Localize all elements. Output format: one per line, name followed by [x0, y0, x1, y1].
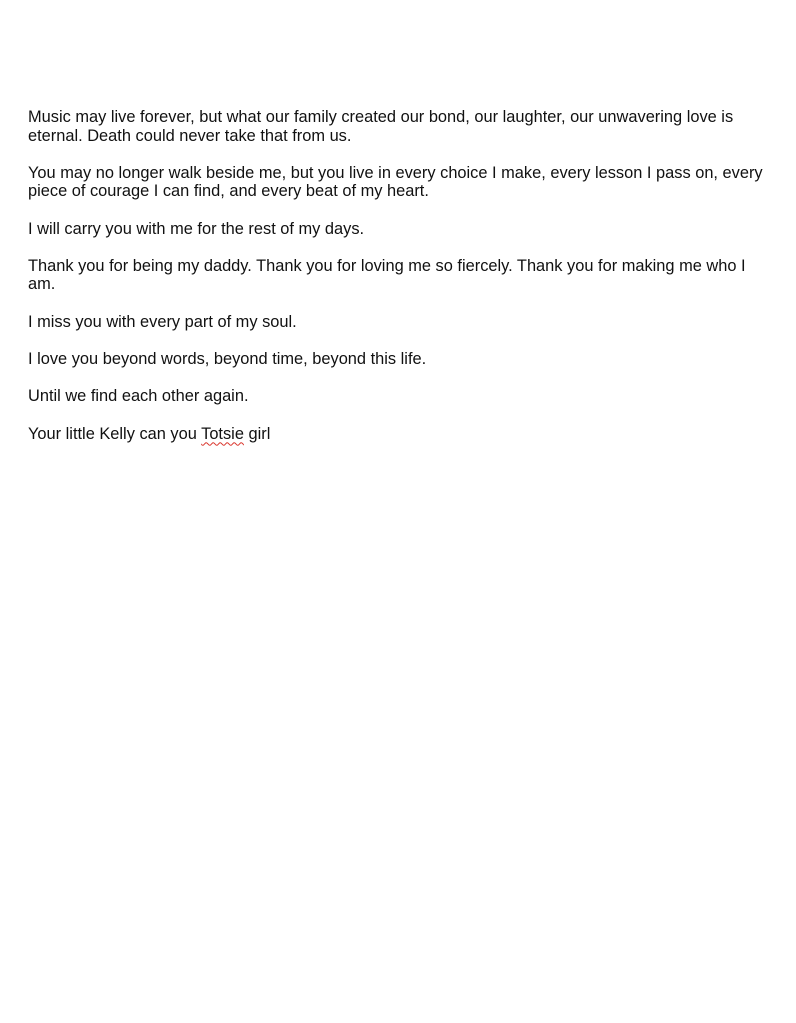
signature-line [28, 425, 768, 444]
paragraph-1: Music may live forever, but what our family created our bond, our laughter, our unwavering love is eternal. Death could never take that from us. [28, 108, 734, 145]
paragraph-6: I love you beyond words, beyond time, beyond this life. [28, 349, 427, 368]
paragraph-4: Thank you for being my daddy. Thank you for loving me so fiercely. Thank you for making me who I am. [28, 256, 746, 294]
misspelled-word[interactable]: Totsie [201, 424, 244, 443]
paragraph-5: I miss you with every part of my soul. [28, 312, 297, 331]
signature-text-before: Your little Kelly can you [28, 424, 202, 443]
document-body [28, 108, 768, 462]
paragraph-7: Until we find each other again. [28, 387, 249, 406]
signature-text-after: girl [243, 424, 271, 443]
paragraph-3: I will carry you with me for the rest of my days. [28, 219, 365, 238]
paragraph-2: You may no longer walk beside me, but you live in every choice I make, every lesson I pass on, every piece of courage I can find, and every beat of my heart. [28, 163, 763, 201]
